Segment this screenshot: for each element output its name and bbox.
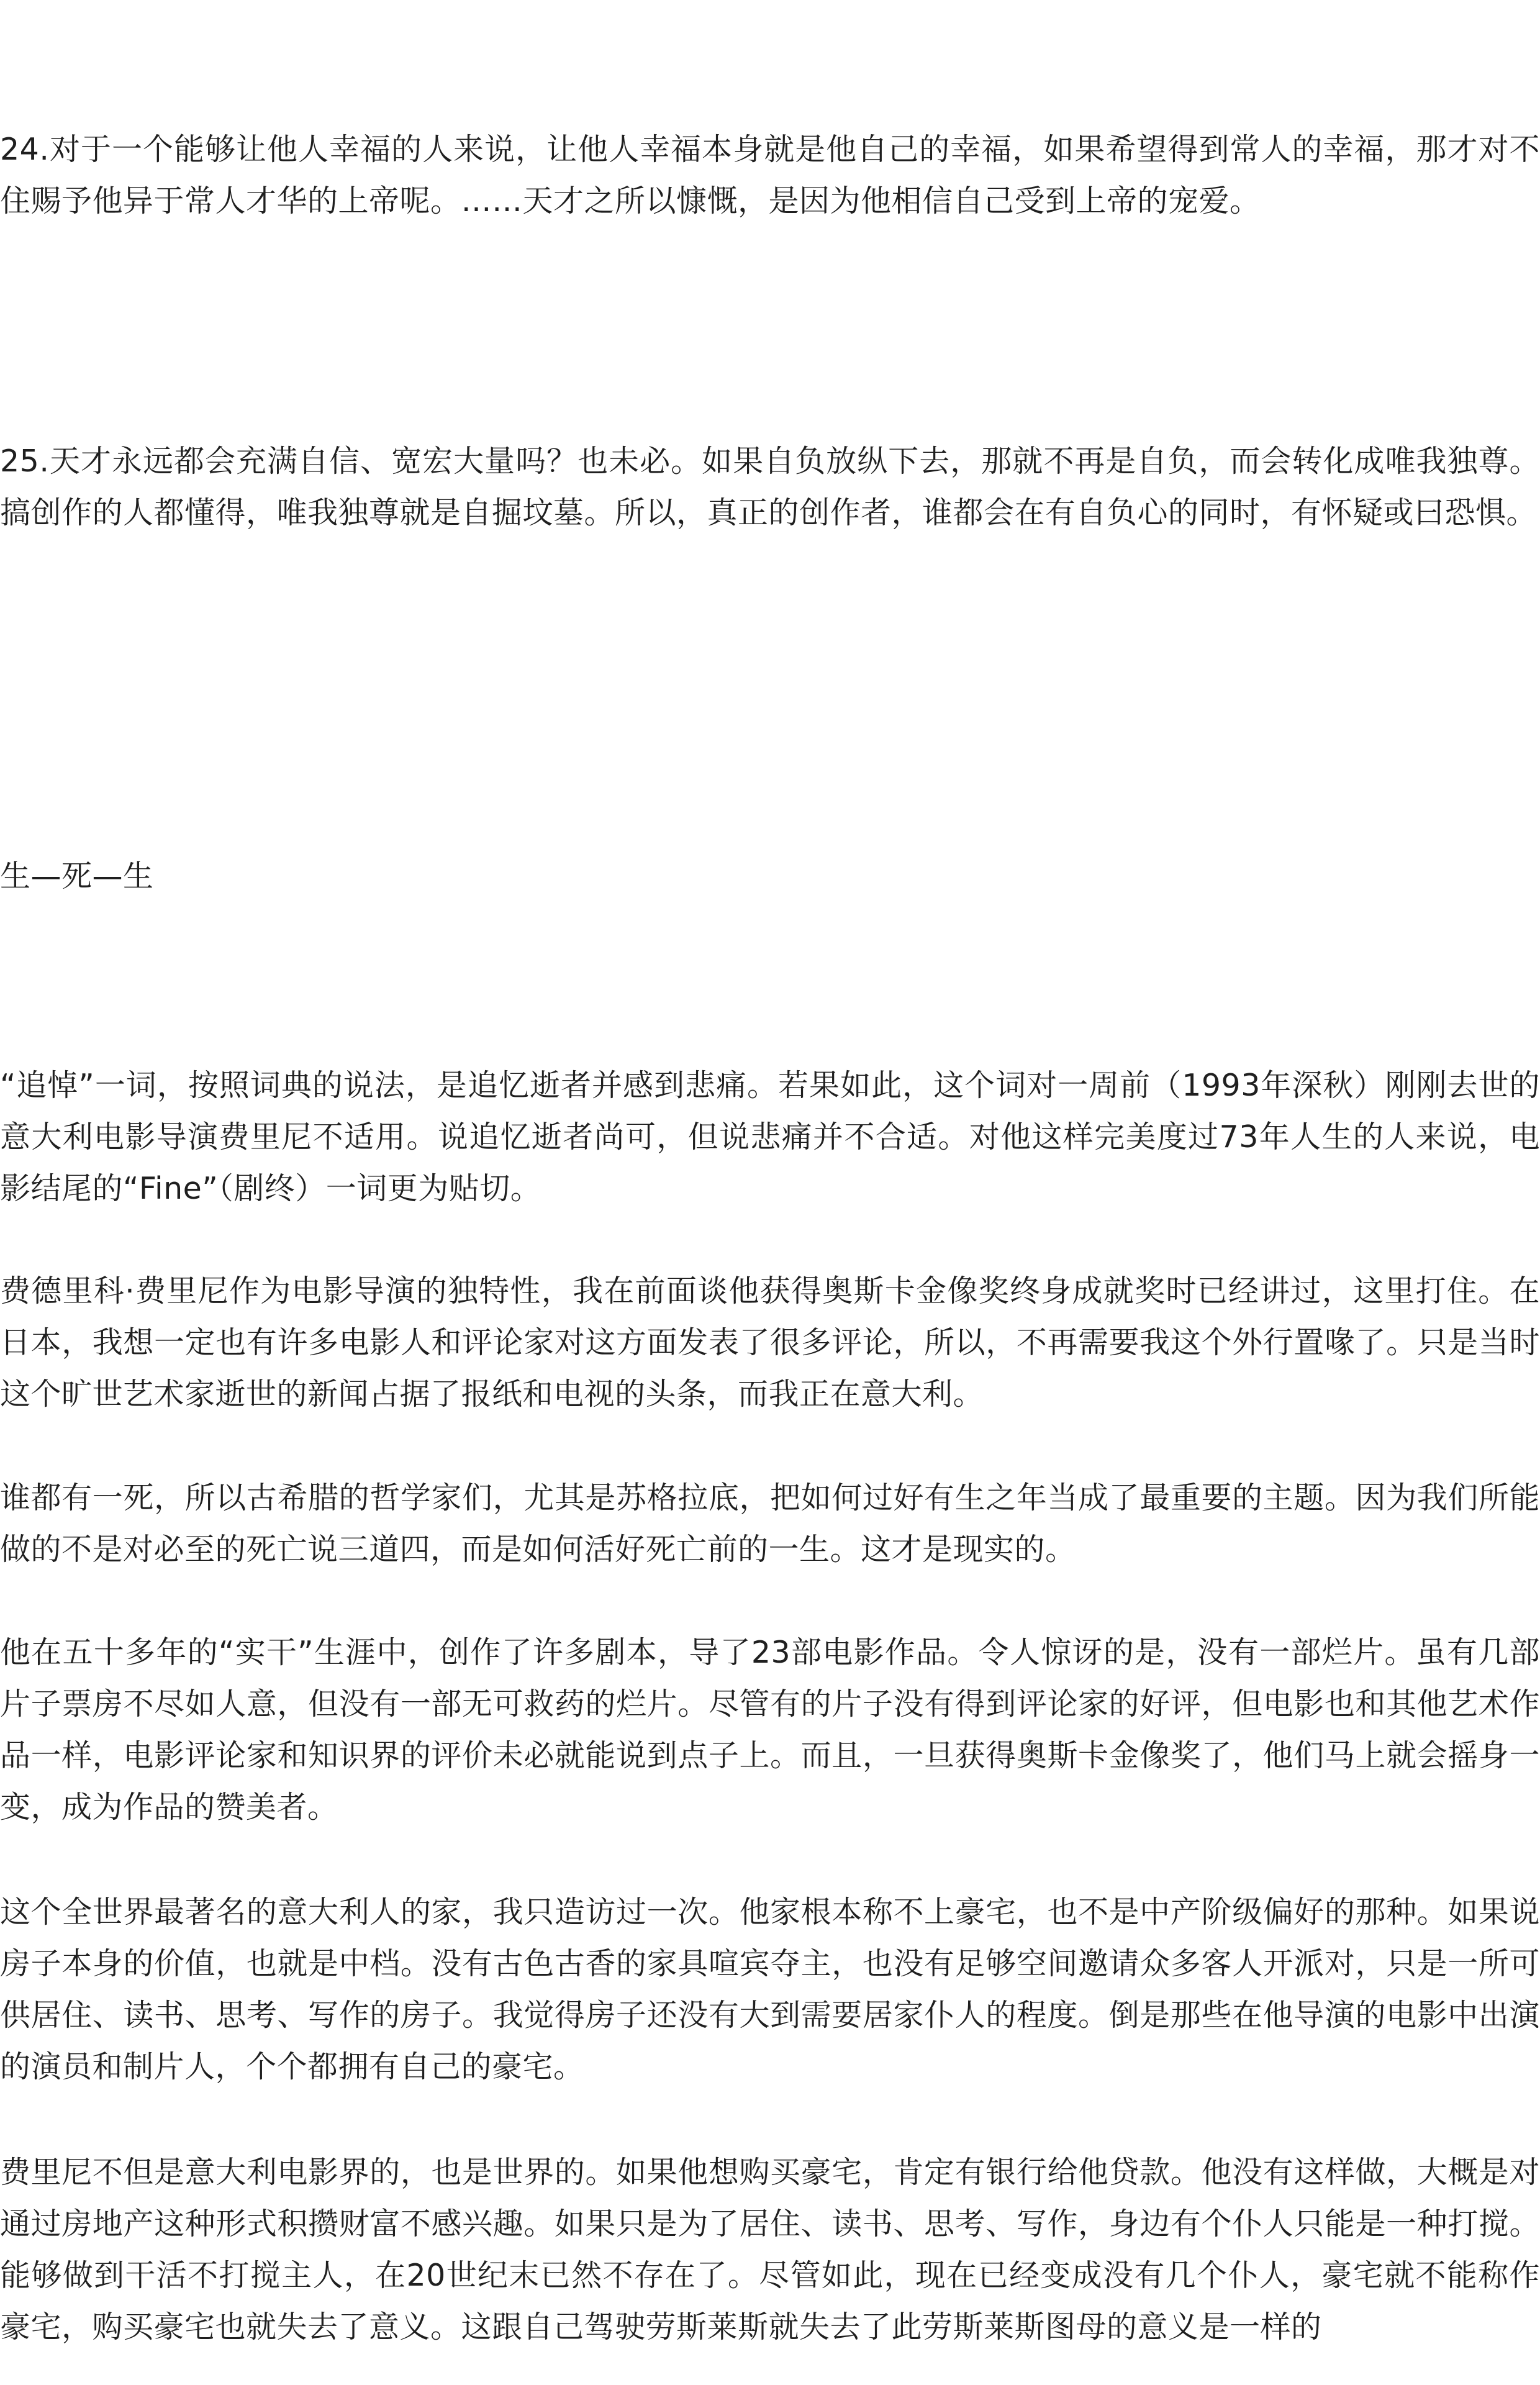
- paragraph-intro: “追悼”一词，按照词典的说法，是追忆逝者并感到悲痛。若果如此，这个词对一周前（1993年深秋）刚刚去世的意大利电影导演费里尼不适用。说追忆逝者尚可，但说悲痛并不合适。对他这样完美度过73年人生的人来说，电影结尾的“Fine”（剧终）一词更为贴切。: [0, 1068, 1540, 1206]
- paragraph-fellini-uniqueness: 费德里科·费里尼作为电影导演的独特性，我在前面谈他获得奥斯卡金像奖终身成就奖时已经讲过，这里打住。在日本，我想一定也有许多电影人和评论家对这方面发表了很多评论，所以，不再需要我这个外行置喙了。只是当时这个旷世艺术家逝世的新闻占据了报纸和电视的头条，而我正在意大利。: [0, 1273, 1540, 1412]
- paragraph-career: 他在五十多年的“实干”生涯中，创作了许多剧本，导了23部电影作品。令人惊讶的是，没有一部烂片。虽有几部片子票房不尽如人意，但没有一部无可救药的烂片。尽管有的片子没有得到评论家的好评，但电影也和其他艺术作品一样，电影评论家和知识界的评价未必就能说到点子上。而且，一旦获得奥斯卡金像奖了，他们马上就会摇身一变，成为作品的赞美者。: [0, 1635, 1540, 1825]
- paragraph-mansion: 费里尼不但是意大利电影界的，也是世界的。如果他想购买豪宅，肯定有银行给他贷款。他没有这样做，大概是对通过房地产这种形式积攒财富不感兴趣。如果只是为了居住、读书、思考、写作，身边有个仆人只能是一种打搅。能够做到干活不打搅主人，在20世纪末已然不存在了。尽管如此，现在已经变成没有几个仆人，豪宅就不能称作豪宅，购买豪宅也就失去了意义。这跟自己驾驶劳斯莱斯就失去了此劳斯莱斯图母的意义是一样的: [0, 2155, 1540, 2345]
- paragraph-house: 这个全世界最著名的意大利人的家，我只造访过一次。他家根本称不上豪宅，也不是中产阶级偏好的那种。如果说房子本身的价值，也就是中档。没有古色古香的家具喧宾夺主，也没有足够空间邀请众多客人开派对，只是一所可供居住、读书、思考、写作的房子。我觉得房子还没有大到需要居家仆人的程度。倒是那些在他导演的电影中出演的演员和制片人，个个都拥有自己的豪宅。: [0, 1894, 1540, 2084]
- paragraph-25: 25.天才永远都会充满自信、宽宏大量吗？也未必。如果自负放纵下去，那就不再是自负，而会转化成唯我独尊。搞创作的人都懂得，唯我独尊就是自掘坟墓。所以，真正的创作者，谁都会在有自负心的同时，有怀疑或曰恐惧。: [0, 443, 1540, 530]
- paragraph-24: 24.对于一个能够让他人幸福的人来说，让他人幸福本身就是他自己的幸福，如果希望得到常人的幸福，那才对不住赐予他异于常人才华的上帝呢。……天才之所以慷慨，是因为他相信自己受到上帝的宠爱。: [0, 132, 1540, 219]
- section-heading: 生—死—生: [0, 858, 154, 894]
- paragraph-socrates: 谁都有一死，所以古希腊的哲学家们，尤其是苏格拉底，把如何过好有生之年当成了最重要的主题。因为我们所能做的不是对必至的死亡说三道四，而是如何活好死亡前的一生。这才是现实的。: [0, 1480, 1540, 1567]
